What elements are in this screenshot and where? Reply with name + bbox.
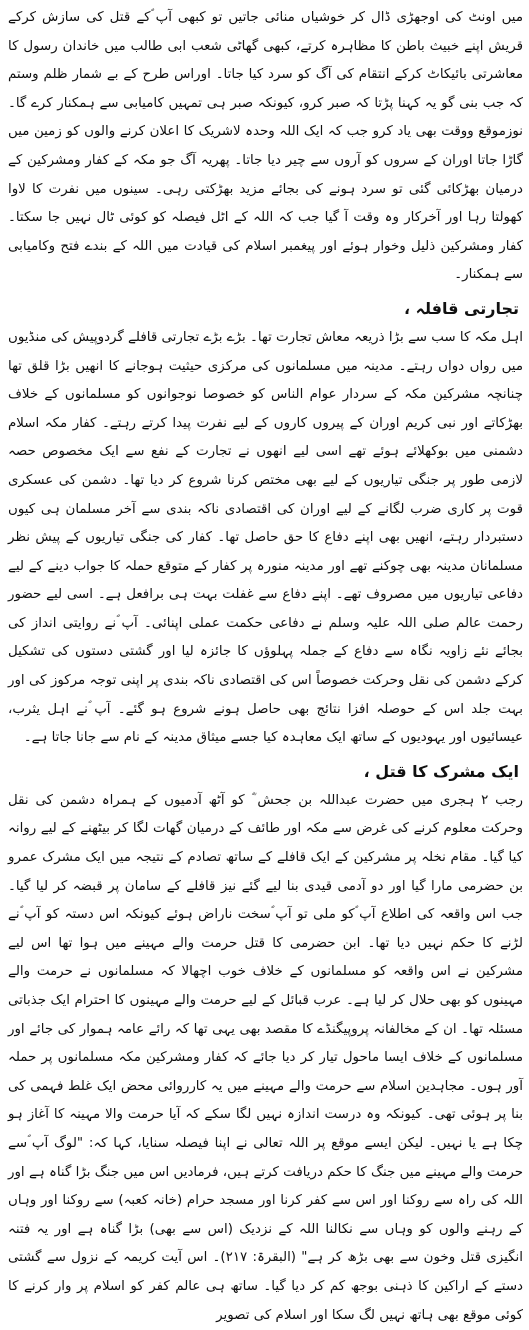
- section-heading-trade-caravan: تجارتی قافلہ ،: [403, 298, 519, 318]
- killing-of-polytheist-paragraph: رجب ۲ ہجری میں حضرت عبداللہ بن جحش ؓ کو آٹھ آدمیوں کے ہمراہ دشمن کی نقل وحرکت معلوم کرنے کی غرض سے مکہ اور طائف کے درمیان گھات لگا کر بیٹھنے کے لیے روانہ کیا گیا۔ مقام نخلہ پر مشرکین کے ایک قافلے کے ساتھ تصادم کے نتیجہ میں ایک مشرک عمرو بن حضرمی مارا گیا اور دو آدمی قیدی بنا لیے گئے نیز قافلے کے سامان پر قبضہ کر لیا گیا۔ جب اس واقعہ کی اطلاع آپ ؐکو ملی تو آپ ؐسخت ناراض ہوئے کیونکہ اس دستہ کو آپ ؐنے لڑنے کا حکم نہیں دیا تھا۔ ابن حضرمی کا قتل حرمت والے مہینے میں ہوا تھا اس لیے مشرکین نے اس واقعہ کو مسلمانوں کے خلاف خوب اچھالا کہ مسلمانوں نے حرمت والے مہینوں کو بھی حلال کر لیا ہے۔ عرب قبائل کے لیے حرمت والے مہینوں کا احترام ایک جذباتی مسئلہ تھا۔ ان کے مخالفانہ پروپیگنڈے کا مقصد بھی یہی تھا کہ رائے عامہ ہموار کی جائے اور مسلمانوں کے خلاف ایسا ماحول تیار کر دیا جائے کہ کفار ومشرکین مکہ مسلمانوں پر حملہ آور ہوں۔ مجاہدین اسلام سے حرمت والے مہینے میں یہ کارروائی محض ایک غلط فہمی کی بنا پر ہوئی تھی۔ کیونکہ وہ درست اندازہ نہیں لگا سکے کہ آیا حرمت والا مہینہ کا آغاز ہو چکا ہے یا نہیں۔ لیکن ایسے موقع پر اللہ تعالی نے اپنا فیصلہ سنایا، کہا کہ: "لوگ آپ ؐسے حرمت والے مہینے میں جنگ کا حکم دریافت کرتے ہیں، فرمادیں اس میں جنگ بڑا گناہ ہے اور اللہ کی راہ سے روکنا اور اس سے کفر کرنا اور مسجد حرام (خانہ کعبہ) سے روکنا اور وہاں کے رہنے والوں کو وہاں سے نکالنا اللہ کے نزدیک (اس سے بھی) بڑا گناہ ہے اور یہ فتنہ انگیزی قتل وخون سے بھی بڑھ کر ہے" (البقرۃ: ۲۱۷)۔ اس آیت کریمہ کے نزول سے گشتی دستے کے اراکین کا ذہنی بوجھ کم کر دیا گیا۔ ساتھ ہی عالم کفر کو اسلام پر وار کرنے کا کوئی موقع بھی ہاتھ نہیں لگ سکا اور اسلام کی تصویر: [8, 792, 523, 1323]
- intro-paragraph: میں اونٹ کی اوجھڑی ڈال کر خوشیاں منائی جاتیں تو کبھی آپ ؐکے قتل کی سازش کرکے قریش اپنے خبیث باطن کا مظاہرہ کرتے، کبھی گھاٹی شعب ابی طالب میں خاندان رسول کا معاشرتی بائیکاٹ کرکے انتقام کی آگ کو سرد کیا جاتا۔ اوراس طرح کے بے شمار ظلم وستم کہ جب بنی گو یہ کہنا پڑتا کہ صبر کرو، کیونکہ صبر ہی تمہیں کامیابی سے ہمکنار کرے گا۔ نوزموقع ووقت بھی یاد کرو جب کہ ایک اللہ وحدہ لاشریک کا اعلان کرنے والوں کو زمین میں گاڑا جاتا اوران کے سروں کو آروں سے چیر دیا جاتا۔ پھریہ آگ جو مکہ کے کفار ومشرکین کے درمیان بھڑکائی گئی تو سرد ہونے کی بجائے مزید بھڑکتی رہی۔ سینوں میں نفرت کا لاوا کھولتا رہا اور آخرکار وہ وقت آ گیا جب کہ اللہ کے اٹل فیصلہ کو کوئی ٹال نہیں جا سکتا۔ کفار ومشرکین ذلیل وخوار ہوئے اور پیغمبر اسلام کی قیادت میں اللہ کے بندے فتح وکامیابی سے ہمکنار۔: [8, 10, 523, 283]
- trade-caravan-paragraph: اہل مکہ کا سب سے بڑا ذریعہ معاش تجارت تھا۔ بڑے بڑے تجارتی قافلے گردوپیش کی منڈیوں میں رواں دواں رہتے۔ مدینہ میں مسلمانوں کی مرکزی حیثیت ہوجانے کا انھیں بڑا قلق تھا چنانچہ مشرکین مکہ کے سردار عوام الناس کو خصوصا نوجوانوں کو مسلمانوں کے خلاف بھڑکاتے اور نبی کریم اوران کے پیروں کاروں کے لیے نفرت پیدا کرتے رہتے۔ کفار مکہ اسلام دشمنی میں بوکھلائے ہوئے تھے اسی لیے انھوں نے تجارت کے نفع سے ایک مخصوص حصہ لازمی طور پر جنگی تیاریوں کے لیے بھی مختص کرنا شروع کر دیا تھا۔ دشمن کی عسکری قوت پر کاری ضرب لگانے کے لیے اوران کی اقتصادی ناکہ بندی سے آخر مسلمان ہی کیوں دستبردار رہتے، انھیں بھی اپنے دفاع کا حق حاصل تھا۔ کفار کی جنگی تیاریوں کے پیش نظر مسلمانان مدینہ بھی چوکنے تھے اور مدینہ منورہ پر کفار کے متوقع حملہ کا جواب دینے کے لیے دفاعی تیاریوں میں مصروف تھے۔ اپنے دفاع سے غفلت بہت ہی برافعل ہے۔ اسی لیے حضور رحمت عالم صلی اللہ علیہ وسلم نے دفاعی حکمت عملی اپنائی۔ آپ ؐنے روایتی انداز کی بجائے نئے زاویہ نگاہ سے دفاع کے جملہ پہلوؤں کا جائزہ لیا اور گشتی دستوں کی تشکیل کرکے دشمن کی نقل وحرکت خصوصاً اس کی اقتصادی ناکہ بندی پر اپنی توجہ مرکوز کی اور بہت جلد اس کے حوصلہ افزا نتائج بھی حاصل ہونے شروع ہو گئے۔ آپ ؐنے اہل یثرب، عیسائیوں اور یہودیوں کے ساتھ ایک معاہدہ کیا جسے میثاق مدینہ کے نام سے جانا جاتا ہے۔: [8, 329, 523, 746]
- section-heading-killing-of-polytheist: ایک مشرک کا قتل ،: [363, 761, 519, 781]
